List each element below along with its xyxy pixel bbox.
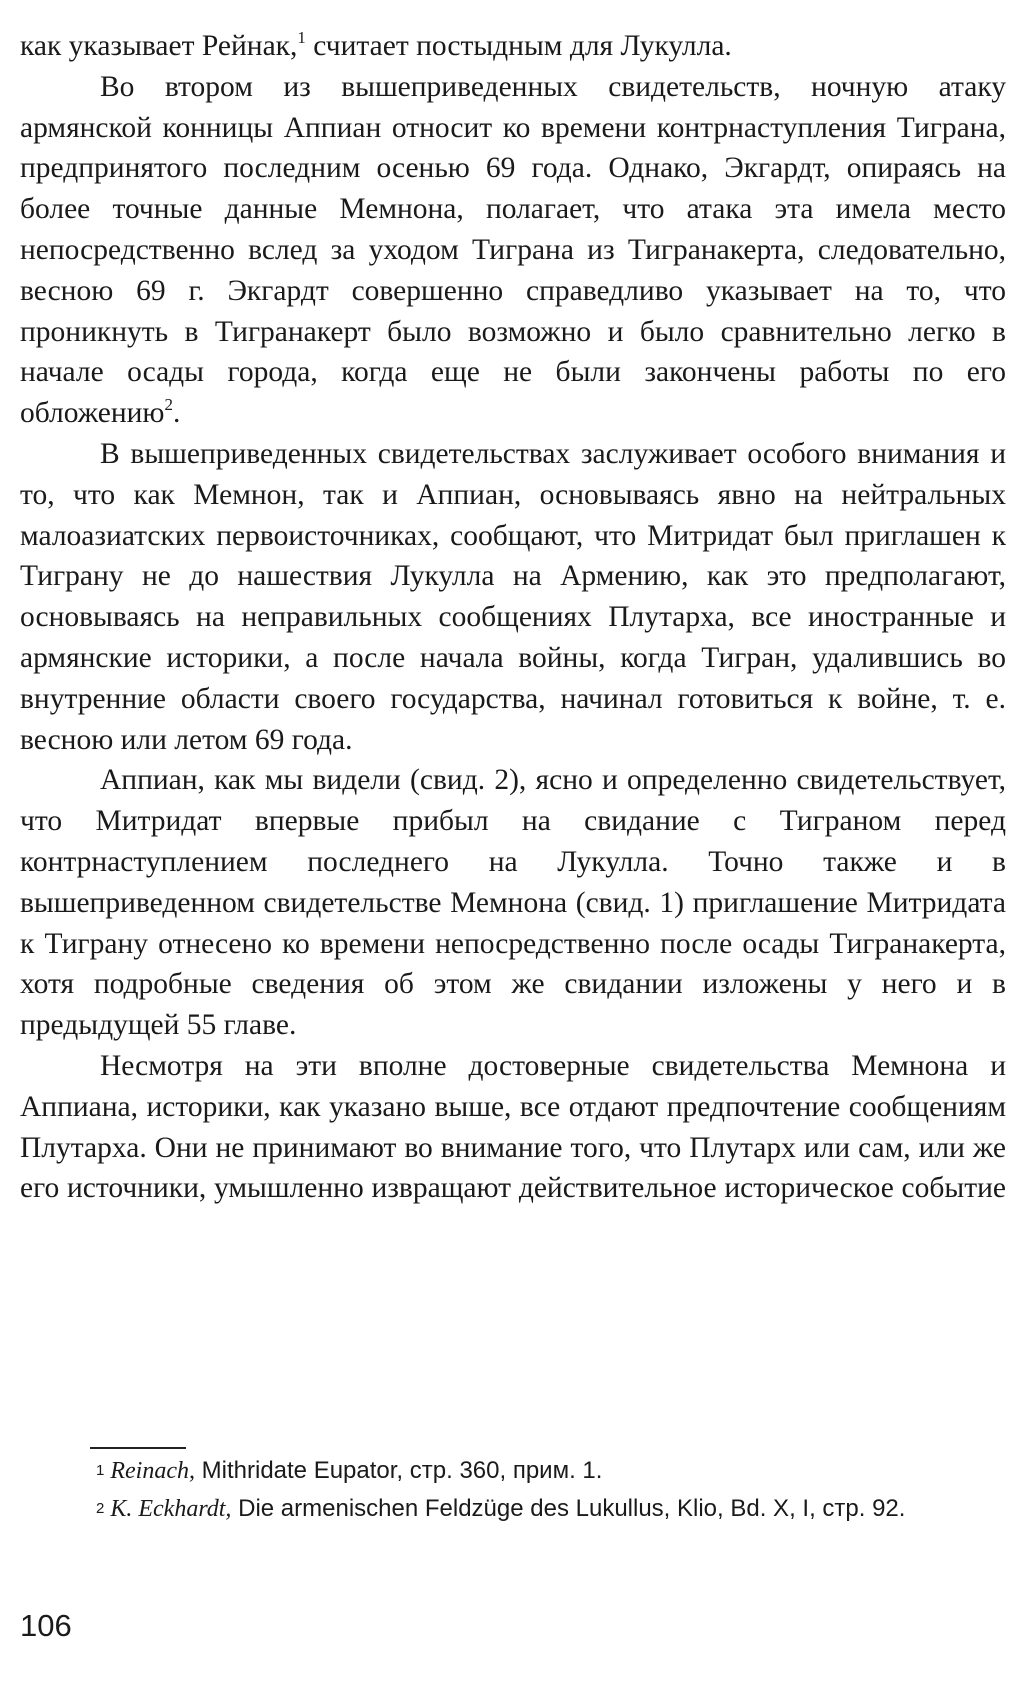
footnote-2: 2 K. Eckhardt, Die armenischen Feldzüge des Lukullus, Klio, Bd. X, I, стр. 92.: [96, 1495, 906, 1522]
paragraph-2: Во втором из вышеприведенных свидетельств, ночную атаку армянской конницы Аппиан относит ко времени контрнаступления Тиграна, предпринятого последним осенью 69 года. Однако, Экгардт, опираясь на более точные данные Мемнона, полагает, что атака эта имела место непосредственно вслед за уходом Тиграна из Тигранакерта, следовательно, весною 69 г. Экгардт совершенно справедливо указывает на то, что проникнуть в Тигранакерт было возможно и было сравнительно легко в начале осады города, когда еще не были закончены работы по его обложению$^2$.: [20, 70, 1006, 430]
footnote-ref-2: 2: [164, 395, 173, 415]
paragraph-5: Несмотря на эти вполне достоверные свидетельства Мемнона и Аппиана, историки, как указано выше, все отдают предпочтение сообщениям Плутарха. Они не принимают во внимание того, что Плутарх или сам, или же его источники, умышленно извращают действительное историческое событие: [20, 1049, 1006, 1205]
footnote-divider: [90, 1447, 186, 1449]
footnote-author: Reinach,: [110, 1458, 195, 1484]
footnote-ref-1: 1: [297, 28, 306, 47]
footnotes: [20, 1452, 1006, 1528]
footnote-1: 1 Reinach, Mithridate Eupator, стр. 360, прим. 1.: [96, 1457, 603, 1484]
footnote-author: K. Eckhardt,: [110, 1496, 232, 1522]
main-text: [20, 26, 1006, 1209]
paragraph-3: В вышеприведенных свидетельствах заслуживает особого внимания и то, что как Мемнон, так и Аппиан, основываясь явно на нейтральных малоазиатских первоисточниках, сообщают, что Митридат был приглашен к Тиграну не до нашествия Лукулла на Армению, как это предполагают, основываясь на неправильных сообщениях Плутарха, все иностранные и армянские историки, а после начала войны, когда Тигран, удалившись во внутренние области своего государства, начинал готовиться к войне, т. е. весною или летом 69 года.: [20, 437, 1006, 756]
paragraph-4: Аппиан, как мы видели (свид. 2), ясно и определенно свидетельствует, что Митридат впервые прибыл на свидание с Тиграном перед контрнаступлением последнего на Лукулла. Точно также и в вышеприведенном свидетельстве Мемнона (свид. 1) приглашение Митридата к Тиграну отнесено ко времени непосредственно после осады Тигранакерта, хотя подробные сведения об этом же свидании изложены у него и в предыдущей 55 главе.: [20, 764, 1006, 1042]
paragraph-1: как указывает Рейнак,$^1$ считает постыдным для Лукулла.: [20, 28, 732, 62]
page-number: 106: [20, 1608, 72, 1643]
